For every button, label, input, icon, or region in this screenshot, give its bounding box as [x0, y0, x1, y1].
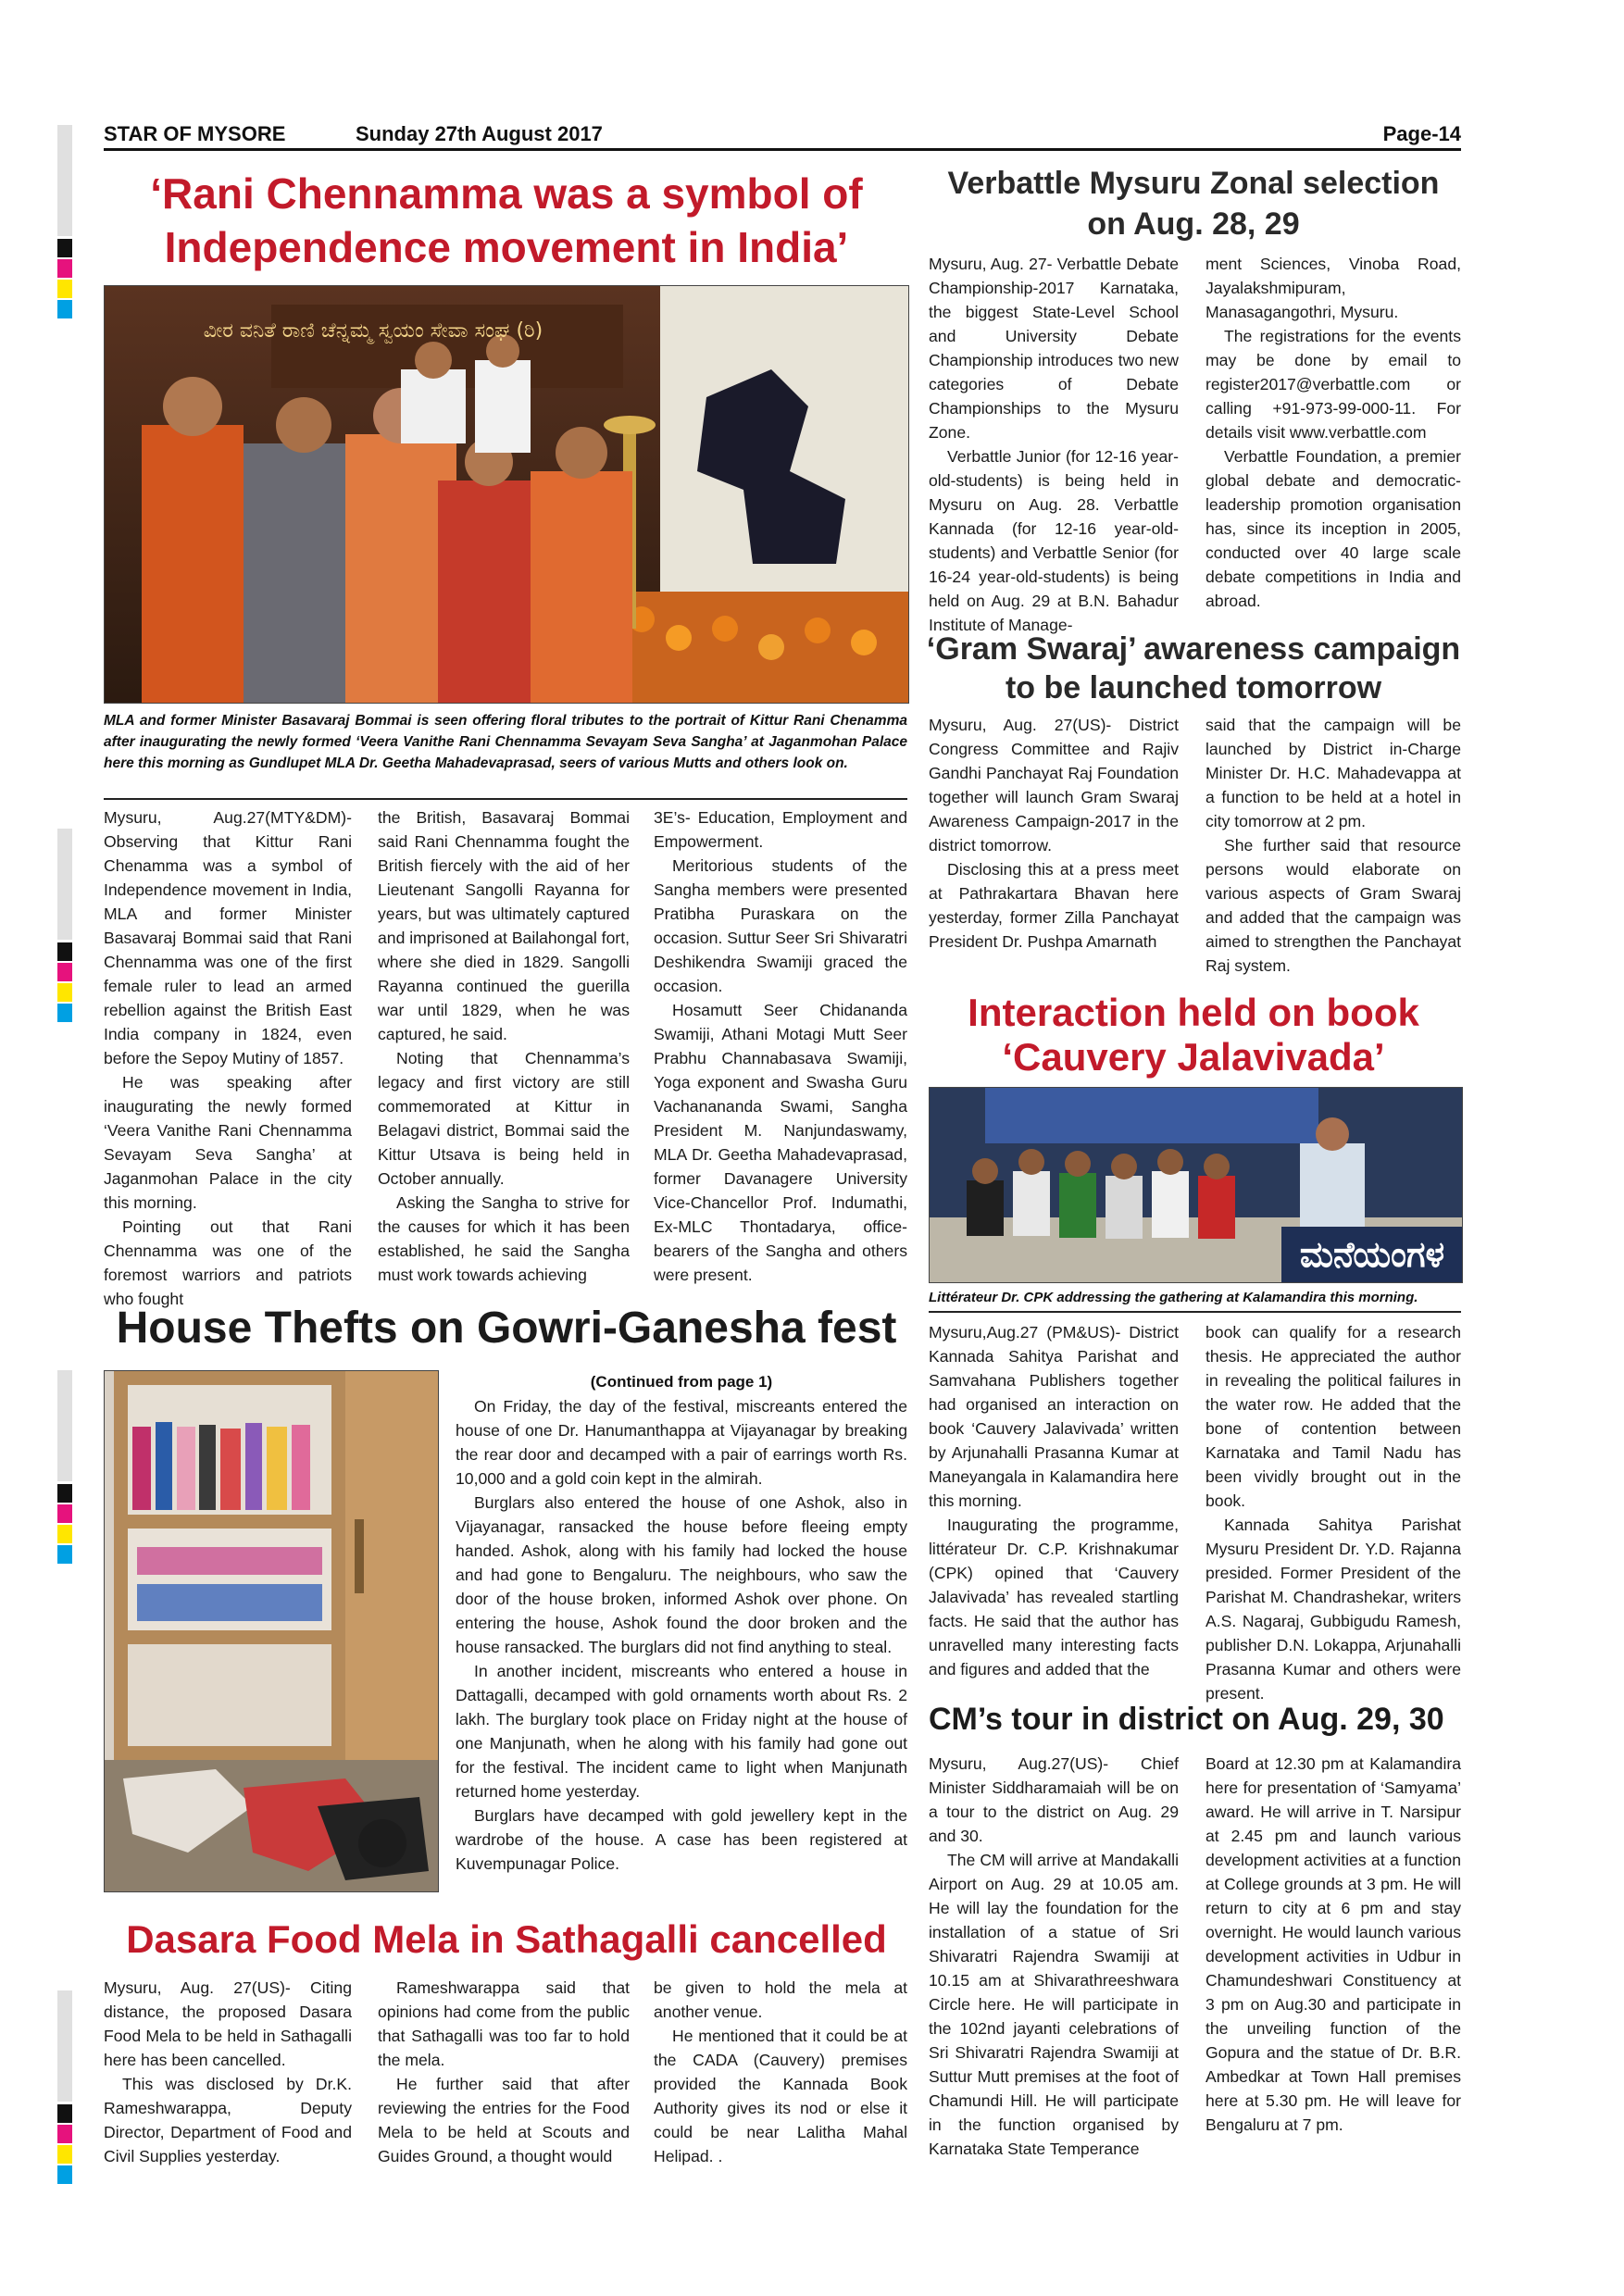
thefts-text: [456, 1394, 907, 1876]
verbattle-col-2: [1206, 252, 1461, 613]
dasara-col3-p2: He mentioned that it could be at the CADA (Cauvery) premises provided the Kannada Book Authority gives its nod or else it could be near Lalitha Mahal Helipad. .: [654, 2027, 907, 2165]
rani-col2-p2: Noting that Chennamma’s legacy and first victory are still commemorated at Kittur in Belagavi district, Bommai said the Kittur Utsava is being held in October annually.: [378, 1049, 630, 1188]
cauvery-col1-p2: Inaugurating the programme, littérateur Dr. C.P. Krishnakumar (CPK) opined that ‘Cauvery Jalavivada’ has revealed startling facts. He said that the author has unravelled many interesting facts and figures and added that the: [929, 1516, 1179, 1678]
dasara-col1-p2: This was disclosed by Dr.K. Rameshwarappa, Deputy Director, Department of Food and Civil Supplies yesterday.: [104, 2075, 352, 2165]
cauvery-col-1: [929, 1320, 1179, 1681]
rani-col1-p2: He was speaking after inaugurating the newly formed ‘Veera Vanithe Rani Chennamma Sevayam Seva Sangha’ at Jaganmohan Palace in the city this morning.: [104, 1073, 352, 1212]
rani-col3-p2: Meritorious students of the Sangha members were presented Pratibha Puraskara on the occasion. Suttur Seer Sri Shivaratri Deshikendra Swamiji graced the occasion.: [654, 856, 907, 995]
cauvery-photo-scene: [930, 1088, 1462, 1282]
gram-col2-p1: said that the campaign will be launched by District in-Charge Minister Dr. H.C. Mahadevappa at a function to be held at a hotel in city tomorrow at 2 pm.: [1206, 716, 1461, 830]
cauvery-photo: [929, 1087, 1463, 1283]
rani-col-1: [104, 805, 352, 1311]
rani-col2-p3: Asking the Sangha to strive for the causes for which it has been established, he said the Sangha must work towards achieving: [378, 1193, 630, 1284]
thefts-continued: (Continued from page 1): [590, 1373, 773, 1391]
verbattle-col2-p1: ment Sciences, Vinoba Road, Jayalakshmipuram, Manasagangothri, Mysuru.: [1206, 255, 1461, 321]
verbattle-col2-p3: Verbattle Foundation, a premier global debate and democratic-leadership promotion organisation has, since its inception in 2005, conducted over 40 large scale debate competitions in India and abroad.: [1206, 447, 1461, 610]
cm-col2-p1: Board at 12.30 pm at Kalamandira here for presentation of ‘Samyama’ award. He will arrive in T. Narsipur at 2.45 pm and launch various development activities at a function at College grounds at 3 pm. He will return to city at 6 pm and stay overnight. He would launch various development activities in Udbur in Chamundeshwari Constituency at 3 pm on Aug.30 and participate in the unveiling function of the Gopura and the statue of Dr. B.R. Ambedkar at Town Hall premises here at 5.30 pm. He will leave for Bengaluru at 7 pm.: [1206, 1754, 1461, 2134]
paper-name: STAR OF MYSORE: [104, 122, 286, 145]
cm-col-2: [1206, 1752, 1461, 2137]
rani-col3-p3: Hosamutt Seer Chidananda Swamiji, Athani Motagi Mutt Seer Prabhu Channabasava Swamiji, Yoga exponent and Swasha Guru Vachanananda Swami, Sangha President M. Nanjundaswamy, MLA Dr. Geetha Mahadevaprasad, former Davanagere University Vice-Chancellor Prof. Indumathi, Ex-MLC Thontadarya, office-bearers of the Sangha and others were present.: [654, 1001, 907, 1284]
verbattle-col-1: [929, 252, 1179, 637]
issue-date: Sunday 27th August 2017: [356, 122, 603, 145]
thefts-p3: In another incident, miscreants who entered a house in Dattagalli, decamped with gold ornaments worth about Rs. 2 lakh. The burglary took place on Friday night at the house of one Manjunath, when he along with his family had gone out for the festival. The incident came to light when Manjunath returned home yesterday.: [456, 1662, 907, 1801]
cauvery-col1-p1: Mysuru,Aug.27 (PM&US)- District Kannada Sahitya Parishat and Samvahana Publishers together had organised an interaction on book ‘Cauvery Jalavivada’ written by Arjunahalli Prasanna Kumar at Maneyangala in Kalamandira here this morning.: [929, 1323, 1179, 1510]
rani-col-2: [378, 805, 630, 1287]
cm-col1-p2: The CM will arrive at Mandakalli Airport on Aug. 29 at 10.05 am. He will lay the foundation for the installation of a statue of Sri Shivaratri Rajendra Swamiji at 10.15 am at Shivarathreeshwara Circle here. He will participate in the 102nd jayanti celebrations of Sri Shivaratri Rajendra Swamiji at Suttur Mutt premises at the foot of Chamundi Hill. He will participate in the function organised by Karnataka State Temperance: [929, 1851, 1179, 2158]
cauvery-col2-p1: book can qualify for a research thesis. He appreciated the author in revealing the political failures in the water row. He added that the bone of contention between Karnataka and Tamil Nadu has been vividly brought out in the book.: [1206, 1323, 1461, 1510]
verbattle-col1-p2: Verbattle Junior (for 12-16 year-old-students) is being held in Mysuru on Aug. 28. Verbattle Kannada (for 12-16 year-old-students) and Verbattle Senior (for 16-24 year-old-students) is being held on Aug. 29 at B.N. Bahadur Institute of Manage-: [929, 447, 1179, 634]
verbattle-headline: Verbattle Mysuru Zonal selection on Aug. 28, 29: [947, 166, 1440, 242]
rani-article: [104, 167, 909, 274]
rani-caption-rule: [104, 798, 907, 800]
rani-photo-scene: [105, 286, 908, 703]
cauvery-col-2: [1206, 1320, 1461, 1705]
gram-headline: ‘Gram Swaraj’ awareness campaign to be launched tomorrow: [926, 631, 1461, 705]
verbattle-col2-p2: The registrations for the events may be done by email to register2017@verbattle.com or calling +91-973-99-000-11. For details visit www.verbattle.com: [1206, 327, 1461, 442]
cauvery-headline: Interaction held on book ‘Cauvery Jalavivada’: [968, 991, 1419, 1079]
gram-col1-p1: Mysuru, Aug. 27(US)- District Congress Committee and Rajiv Gandhi Panchayat Raj Foundation together will launch Gram Swaraj Awareness Campaign-2017 in the district tomorrow.: [929, 716, 1179, 855]
rani-col-3: [654, 805, 907, 1287]
thefts-headline: House Thefts on Gowri-Ganesha fest: [116, 1304, 897, 1353]
rani-col3-p1: 3E’s- Education, Employment and Empowerment.: [654, 808, 907, 851]
rani-caption: MLA and former Minister Basavaraj Bommai is seen offering floral tributes to the portrait of Kittur Rani Chenamma after inaugurating the newly formed ‘Veera Vanithe Rani Chennamma Sevayam Seva Sangha’ at Jaganmohan Palace here this morning as Gundlupet MLA Dr. Geetha Mahadevaprasad, seers of various Mutts and others look on.: [104, 713, 907, 771]
thefts-photo: [104, 1370, 439, 1892]
cm-col1-p1: Mysuru, Aug.27(US)- Chief Minister Siddharamaiah will be on a tour to the district on Aug. 29 and 30.: [929, 1754, 1179, 1845]
rani-col1-p1: Mysuru, Aug.27(MTY&DM)- Observing that Kittur Rani Chenamma was a symbol of Independence movement in India, MLA and former Minister Basavaraj Bommai said that Rani Chennamma was one of the first female ruler to lead an armed rebellion against the British East India company in 1824, even before the Sepoy Mutiny of 1857.: [104, 808, 352, 1067]
dasara-col-2: [378, 1976, 630, 2168]
cm-headline: CM’s tour in district on Aug. 29, 30: [929, 1702, 1444, 1737]
cm-col-1: [929, 1752, 1179, 2161]
verbattle-col1-p1: Mysuru, Aug. 27- Verbattle Debate Championship-2017 Karnataka, the biggest State-Level School and University Debate Championship introduces two new categories of Debate Championships to the Mysuru Zone.: [929, 255, 1179, 442]
dasara-col3-p1: be given to hold the mela at another venue.: [654, 1978, 907, 2021]
dasara-col-3: [654, 1976, 907, 2168]
cauvery-banner-text: ಮನೆಯಂಗಳ: [1299, 1234, 1445, 1275]
rani-col1-p3: Pointing out that Rani Chennamma was one of the foremost warriors and patriots who fought: [104, 1217, 352, 1308]
gram-col1-p2: Disclosing this at a press meet at Pathrakartara Bhavan here yesterday, former Zilla Panchayat President Dr. Pushpa Amarnath: [929, 860, 1179, 951]
masthead: [104, 120, 1461, 151]
rani-headline: ‘Rani Chennamma was a symbol of Independence movement in India’: [150, 169, 863, 271]
rani-photo-banner: ವೀರ ವನಿತೆ ರಾಣಿ ಚೆನ್ನಮ್ಮ ಸ್ವಯಂ ಸೇವಾ ಸಂಘ (ರಿ): [203, 319, 543, 343]
thefts-p1: On Friday, the day of the festival, miscreants entered the house of one Dr. Hanumanthappa at Vijayanagar by breaking the rear door and decamped with a pair of earrings worth Rs. 10,000 and a gold coin kept in the almirah.: [456, 1397, 907, 1488]
page-number: Page-14: [1382, 122, 1461, 145]
thefts-p2: Burglars also entered the house of one Ashok, also in Vijayanagar, ransacked the house before fleeing empty handed. Ashok, along with his family had locked the house and had gone to Bengaluru. The neighbours, who saw the door of the house broken, informed Ashok over phone. On entering the house, Ashok found the door broken and the house ransacked. The burglars did not find anything to steal.: [456, 1493, 907, 1656]
dasara-col2-p2: He further said that after reviewing the entries for the Food Mela to be held at Scouts and Guides Ground, a thought would: [378, 2075, 630, 2165]
rani-col2-p1: the British, Basavaraj Bommai said Rani Chennamma fought the British fiercely with the aid of her Lieutenant Sangolli Rayanna for years, but was ultimately captured and imprisoned at Bailahongal fort, where she died in 1829. Sangolli Rayanna continued the guerilla war until 1829, when he was captured, he said.: [378, 808, 630, 1043]
gram-col2-p2: She further said that resource persons would elaborate on various aspects of Gram Swaraj and added that the campaign was aimed to strengthen the Panchayat Raj system.: [1206, 836, 1461, 975]
dasara-col-1: [104, 1976, 352, 2168]
thefts-p4: Burglars have decamped with gold jewellery kept in the wardrobe of the house. A case has been registered at Kuvempunagar Police.: [456, 1806, 907, 1873]
gram-col-1: [929, 713, 1179, 954]
wardrobe-scene: [105, 1371, 438, 1891]
gram-col-2: [1206, 713, 1461, 978]
rani-photo: [104, 285, 909, 704]
thefts-body: [456, 1370, 907, 1876]
cauvery-caption: Littérateur Dr. CPK addressing the gathering at Kalamandira this morning.: [929, 1290, 1418, 1305]
dasara-col2-p1: Rameshwarappa said that opinions had come from the public that Sathagalli was too far to hold the mela.: [378, 1978, 630, 2069]
cauvery-caption-rule: [929, 1311, 1461, 1313]
dasara-col1-p1: Mysuru, Aug. 27(US)- Citing distance, the proposed Dasara Food Mela to be held in Sathagalli here has been cancelled.: [104, 1978, 352, 2069]
cauvery-col2-p2: Kannada Sahitya Parishat Mysuru President Dr. Y.D. Rajanna presided. Former President of the Parishat M. Chandrashekar, writers A.S. Nagaraj, Gubbigudu Ramesh, publisher D.N. Lokappa, Arjunahalli Prasanna Kumar and others were present.: [1206, 1516, 1461, 1703]
dasara-headline: Dasara Food Mela in Sathagalli cancelled: [126, 1917, 887, 1961]
